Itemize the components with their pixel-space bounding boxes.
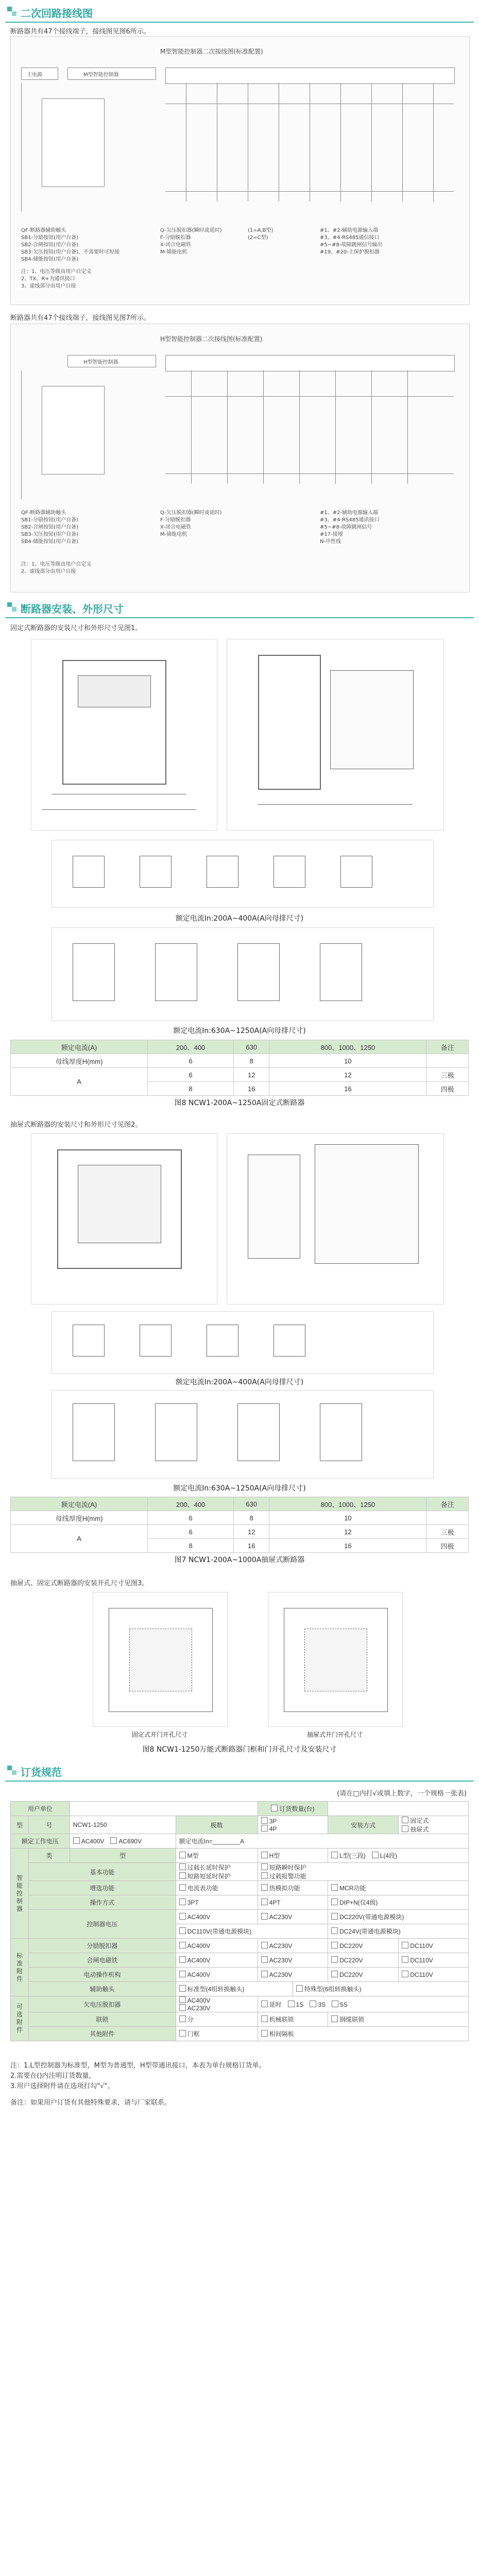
- legend-mid: Q-欠压脱扣器(瞬时或延时) F-分励脱扣器 X-闭合电磁铁 M-储能电机: [160, 510, 222, 537]
- checkbox[interactable]: [179, 2015, 186, 2022]
- drawout-caption: 图7 NCW1-200A~1000A抽屉式断路器: [174, 1556, 305, 1564]
- legend-right: #1、#2-辅助电源输入端 #3、#4-RS485通讯接口 #5~#8-故障跳闸信号 #17-接地 N-中性线: [320, 510, 380, 545]
- th: 800、1000、1250: [269, 1040, 426, 1054]
- table-row: 型 号 NCW1-1250 极数 3P 4P 安装方式 固定式 抽屉式: [11, 1816, 469, 1834]
- legend-left: QF-断路器辅助触头 SB1-分励按钮(用户自备) SB2-合闸按钮(用户自备) SB3-欠压按钮(用户自备) SB4-储能按钮(用户自备): [21, 510, 78, 545]
- checkbox[interactable]: [372, 1852, 379, 1858]
- checkbox[interactable]: [331, 1852, 338, 1858]
- checkbox[interactable]: [179, 1996, 186, 2003]
- drawout-intro: 抽屉式断路器的安装尺寸和外形尺寸见图2。: [10, 1121, 142, 1129]
- checkbox[interactable]: [261, 2030, 268, 2037]
- table-row: A 6 12 12 三极: [11, 1525, 469, 1539]
- section-title: 订货规范: [21, 1766, 62, 1778]
- drawout-dimension-table: [10, 1497, 469, 1553]
- section-title: 断路器安装、外形尺寸: [21, 603, 124, 615]
- checkbox[interactable]: [331, 1913, 338, 1920]
- table-row: 电动操作机构 AC400V AC230V DC220V DC110V: [11, 1968, 469, 1982]
- checkbox[interactable]: [402, 1817, 408, 1823]
- checkbox[interactable]: [331, 2015, 338, 2022]
- section-title: 二次回路接线图: [21, 7, 93, 20]
- drawout-front-view: [31, 1133, 217, 1304]
- checkbox[interactable]: [261, 1884, 268, 1891]
- order-hint: (请在□内打√或填上数字，一个规格一张表): [337, 1790, 467, 1798]
- checkbox[interactable]: [179, 1913, 186, 1920]
- diagram-note: 注：1、电压等级由用户自定义 2、虚线部分由用户自接: [21, 562, 92, 574]
- checkbox[interactable]: [331, 1899, 338, 1905]
- checkbox[interactable]: [271, 1805, 278, 1811]
- table-row: 8 16 16 四极: [11, 1082, 469, 1096]
- table-row: A 6 12 12 三极: [11, 1068, 469, 1082]
- terminal-strip: [165, 67, 455, 84]
- table-row: 智能控制器 类 型 M型 H型 L型(三段) L(4段): [11, 1849, 469, 1863]
- th: 630: [234, 1040, 269, 1054]
- th: 备注: [426, 1497, 469, 1511]
- th: 备注: [426, 1040, 469, 1054]
- customer-input[interactable]: [73, 1804, 247, 1813]
- checkbox[interactable]: [261, 1971, 268, 1977]
- checkbox[interactable]: [110, 1837, 117, 1844]
- th: 800、1000、1250: [269, 1497, 426, 1511]
- table-row: 基本功能 过载长延时保护 短路短延时保护 短路瞬时保护 过载报警功能: [11, 1863, 469, 1881]
- order-note: 注：1.L型控制器为标准型，M型为普通型，H型带通讯接口，本表为单台规格订货单。 2.需要在()内注明订货数量， 3.用户选择附件请在选项打勾"√"。: [10, 2062, 266, 2090]
- legend-mid2: (1=A,B型) (2=C型): [248, 228, 273, 241]
- diagram2-intro: 断路器共有47个接线端子，接线图见图7所示。: [10, 314, 150, 322]
- main-power-box: 主电源: [21, 67, 58, 80]
- checkbox[interactable]: [402, 1956, 408, 1963]
- panel-left-label: 固定式开门开孔尺寸: [131, 1731, 187, 1738]
- checkbox[interactable]: [179, 1872, 186, 1879]
- checkbox[interactable]: [261, 1825, 268, 1832]
- table-row: 其他附件 门框 相间隔板: [11, 2027, 469, 2041]
- checkbox[interactable]: [296, 1985, 303, 1992]
- controller-box: H型智能控制器: [67, 355, 156, 367]
- checkbox[interactable]: [179, 1852, 186, 1858]
- checkbox[interactable]: [332, 2001, 338, 2007]
- fixed-intro: 固定式断路器的安装尺寸和外形尺寸见图1。: [10, 624, 142, 632]
- checkbox[interactable]: [179, 1863, 186, 1870]
- diagram-note: 注：1、电压等级由用户自定义 2、TX、R+为通讯接口 3、虚线部分由用户自接: [21, 269, 92, 289]
- legend-right: #1、#2-辅助电源输入端 #3、#4-RS485通信接口 #5~#8-故障跳闸信号输出 #19、#20-主保护脱扣器: [320, 228, 383, 255]
- checkbox[interactable]: [261, 1913, 268, 1920]
- panel-intro: 抽屉式、固定式断路器的安装开孔尺寸见图3。: [10, 1580, 149, 1587]
- th: 200、400: [148, 1497, 234, 1511]
- checkbox[interactable]: [261, 1817, 268, 1824]
- diagram1-intro: 断路器共有47个接线端子，接线图见图6所示。: [10, 28, 150, 36]
- fixed-sub2: 额定电流In:630A~1250A(A向母排尺寸): [173, 1027, 306, 1035]
- legend-mid: Q-欠压脱扣器(瞬时或延时) F-分励脱扣器 X-闭合电磁铁 M-储能电机: [160, 228, 222, 255]
- fixed-front-view: [31, 639, 217, 831]
- checkbox[interactable]: [179, 2030, 186, 2037]
- table-row: 额定工作电压 AC400V AC690V 额定电流In=________A: [11, 1834, 469, 1849]
- drawout-sub1: 额定电流In:200A~400A(A向母排尺寸): [175, 1378, 304, 1386]
- section-marker-icon: [7, 7, 16, 16]
- checkbox[interactable]: [402, 1971, 408, 1977]
- checkbox[interactable]: [261, 1872, 268, 1879]
- table-row: 母线厚度H(mm) 6 8 10: [11, 1054, 469, 1068]
- checkbox[interactable]: [179, 1985, 186, 1992]
- th: 额定电流(A): [11, 1497, 148, 1511]
- th: 额定电流(A): [11, 1040, 148, 1054]
- checkbox[interactable]: [179, 1971, 186, 1977]
- drawout-side-view: [227, 1133, 444, 1304]
- table-row: 操作方式 3PT 4PT DIP+N(仅4级): [11, 1895, 469, 1910]
- table-row: 合闸电磁铁 AC400V AC230V DC220V DC110V: [11, 1953, 469, 1968]
- checkbox[interactable]: [310, 2001, 316, 2007]
- checkbox[interactable]: [179, 1942, 186, 1948]
- fixed-door-cutout: [93, 1592, 228, 1727]
- diagram-title: M型智能控制器二次接线图(标准配置): [160, 48, 263, 55]
- fixed-sub1: 额定电流In:200A~400A(A向母排尺寸): [175, 914, 304, 923]
- table-row: 可选附件 欠电压脱扣器 AC400V AC230V 延时 1S 3S 5S: [11, 1996, 469, 2012]
- order-form-table: [10, 1801, 469, 2041]
- table-row: DC110V(带通电源模块) DC24V(带通电源模块): [11, 1924, 469, 1939]
- section-wiring-header: [5, 3, 474, 23]
- table-row: 增选功能 电流表功能 热模拟功能 MCR功能: [11, 1881, 469, 1895]
- wiring-diagram-m: [10, 36, 470, 305]
- section-install-header: [5, 599, 474, 618]
- checkbox[interactable]: [261, 1852, 268, 1858]
- checkbox[interactable]: [402, 1825, 408, 1832]
- drawout-busbar-a-small: [52, 1311, 434, 1374]
- checkbox[interactable]: [179, 1899, 186, 1905]
- checkbox[interactable]: [331, 1942, 338, 1948]
- th: 630: [234, 1497, 269, 1511]
- checkbox[interactable]: [331, 1956, 338, 1963]
- legend-left: QF-断路器辅助触头 SB1-分励按钮(用户自备) SB2-合闸按钮(用户自备) SB3-欠压按钮(用户自备)，不需要时可短接 SB4-储能按钮(用户自备): [21, 228, 119, 262]
- drawout-door-cutout: [268, 1592, 403, 1727]
- checkbox[interactable]: [288, 2001, 295, 2007]
- table-row: 母线厚度H(mm) 6 8 10: [11, 1511, 469, 1525]
- fixed-side-view: [227, 639, 444, 831]
- th: 200、400: [148, 1040, 234, 1054]
- checkbox[interactable]: [261, 2015, 268, 2022]
- table-row: 标准附件 分励脱扣器 AC400V AC230V DC220V DC110V: [11, 1939, 469, 1953]
- checkbox[interactable]: [261, 2001, 268, 2007]
- wiring-diagram-h: [10, 324, 470, 592]
- terminal-strip: [165, 355, 455, 371]
- table-row: 8 16 16 四极: [11, 1539, 469, 1553]
- fixed-busbar-a-small: [52, 840, 434, 908]
- footer-note: 备注：如果用户订货有其他特殊要求，请与厂家联系。: [10, 2099, 172, 2107]
- checkbox[interactable]: [402, 1942, 408, 1948]
- drawout-sub2: 额定电流In:630A~1250A(A向母排尺寸): [173, 1484, 306, 1493]
- checkbox[interactable]: [331, 1884, 338, 1891]
- quantity-input[interactable]: [331, 1804, 460, 1813]
- table-row: 用户单位 订货数量(台): [11, 1802, 469, 1816]
- panel-caption: 图8 NCW1-1250万能式断路器门框和门开孔尺寸及安装尺寸: [142, 1745, 337, 1754]
- checkbox[interactable]: [179, 2004, 186, 2011]
- controller-box: M型智能控制器: [67, 67, 156, 80]
- fixed-dimension-table: [10, 1040, 469, 1096]
- fixed-caption: 图8 NCW1-200A~1250A固定式断路器: [174, 1099, 305, 1107]
- diagram-title: H型智能控制器二次接线图(标准配置): [160, 335, 263, 343]
- table-row: 辅助触头 标准型(4组转换触头) 特殊型(6组转换触头): [11, 1982, 469, 1996]
- checkbox[interactable]: [179, 1884, 186, 1891]
- trip-unit-block: [42, 386, 105, 474]
- table-row: 控制器电压 AC400V AC230V DC220V(带通电源模块): [11, 1910, 469, 1924]
- checkbox[interactable]: [331, 1927, 338, 1934]
- checkbox[interactable]: [261, 1942, 268, 1948]
- checkbox[interactable]: [179, 1927, 186, 1934]
- table-row: 联锁 分 机械联锁 钢缆联锁: [11, 2012, 469, 2027]
- checkbox[interactable]: [261, 1956, 268, 1963]
- fixed-busbar-a-large: [52, 927, 434, 1021]
- checkbox[interactable]: [331, 1971, 338, 1977]
- drawout-busbar-a-large: [52, 1390, 434, 1479]
- panel-right-label: 抽屉式开门开孔尺寸: [306, 1731, 363, 1738]
- checkbox[interactable]: [73, 1837, 80, 1844]
- section-order-header: [5, 1762, 474, 1782]
- trip-unit-block: [42, 98, 105, 187]
- section-marker-icon: [7, 602, 16, 612]
- checkbox[interactable]: [261, 1863, 268, 1870]
- checkbox[interactable]: [179, 1956, 186, 1963]
- checkbox[interactable]: [261, 1899, 268, 1905]
- section-marker-icon: [7, 1766, 16, 1775]
